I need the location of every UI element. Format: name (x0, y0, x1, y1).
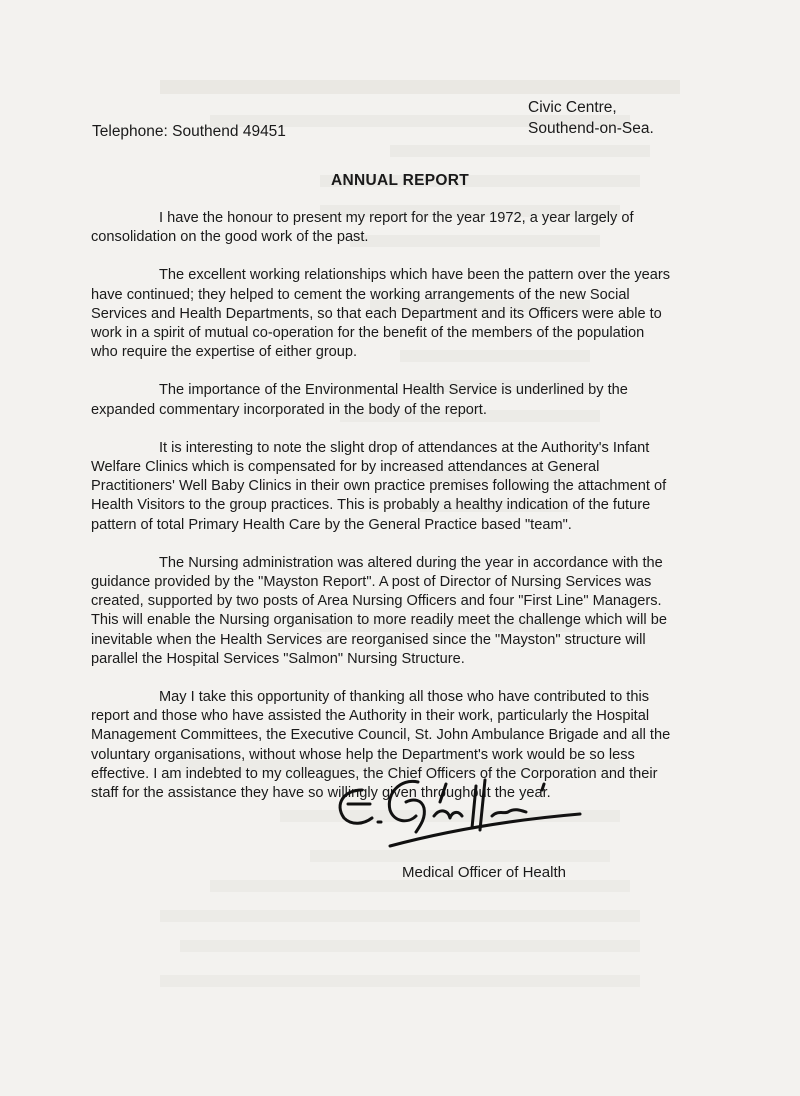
paragraph-line: voluntary organisations, without whose help the Department's work would be so less (91, 746, 635, 763)
address-line: Civic Centre, (528, 99, 617, 116)
paragraph-line: staff for the assistance they have so willingly given throughout the year. (91, 785, 551, 802)
address-block (528, 97, 654, 139)
paragraph-line: Health Visitors to the group practices. This is probably a healthy indication of the future (91, 497, 651, 514)
handwritten-signature (330, 768, 600, 858)
paragraph-line: Practitioners' Well Baby Clinics in their own practice premises following the attachment of (91, 478, 667, 495)
paragraph-line: have continued; they helped to cement the working arrangements of the new Social (91, 286, 630, 303)
telephone-line: Telephone: Southend 49451 (92, 123, 286, 140)
paragraph-line: It is interesting to note the slight drop of attendances at the Authority's Infant (159, 439, 650, 456)
paragraph (91, 554, 691, 669)
paragraph-line: expanded commentary incorporated in the body of the report. (91, 401, 487, 418)
paragraph-line: who require the expertise of either group. (91, 344, 358, 361)
paragraph-line: The importance of the Environmental Health Service is underlined by the (159, 382, 628, 399)
paragraph-line: Welfare Clinics which is compensated for by increased attendances at General (91, 459, 600, 476)
paragraph-line: parallel the Hospital Services "Salmon" Nursing Structure. (91, 650, 465, 667)
paragraph-line: work in a spirit of mutual co-operation for the benefit of the members of the population (91, 325, 645, 342)
paragraph-line: guidance provided by the "Mayston Report". A post of Director of Nursing Services was (91, 574, 652, 591)
paragraph-line: consolidation on the good work of the past. (91, 229, 369, 246)
paragraph-line: This will enable the Nursing organisation to more readily meet the challenge which will be (91, 612, 667, 629)
paragraph-line: pattern of total Primary Health Care by the General Practice based "team". (91, 516, 572, 533)
paragraph-line: The Nursing administration was altered during the year in accordance with the (159, 554, 663, 571)
paragraph-line: I have the honour to present my report for the year 1972, a year largely of (159, 210, 634, 226)
paragraph-line: created, supported by two posts of Area Nursing Officers and four "First Line" Managers. (91, 593, 662, 610)
paragraph-line: The excellent working relationships which have been the pattern over the years (159, 267, 671, 284)
paragraph-line: May I take this opportunity of thanking all those who have contributed to this (159, 689, 649, 706)
paragraph-line: effective. I am indebted to my colleagues, the Chief Officers of the Corporation and their (91, 765, 658, 782)
paragraph (91, 439, 691, 535)
paragraph-line: Services and Health Departments, so that each Department and its Officers were able to (91, 305, 662, 322)
paragraph-line: Management Committees, the Executive Council, St. John Ambulance Brigade and all the (91, 727, 671, 744)
paragraph (91, 209, 691, 247)
paragraph (91, 381, 691, 419)
report-title: ANNUAL REPORT (331, 172, 469, 189)
paragraph-line: report and those who have assisted the Authority in their work, particularly the Hospital (91, 708, 650, 725)
paragraph (91, 266, 691, 362)
signature-caption: Medical Officer of Health (402, 864, 566, 881)
paragraph-line: inevitable when the Health Services are reorganised since the "Mayston" structure will (91, 631, 646, 648)
report-body (91, 209, 691, 822)
address-line: Southend-on-Sea. (528, 120, 654, 137)
